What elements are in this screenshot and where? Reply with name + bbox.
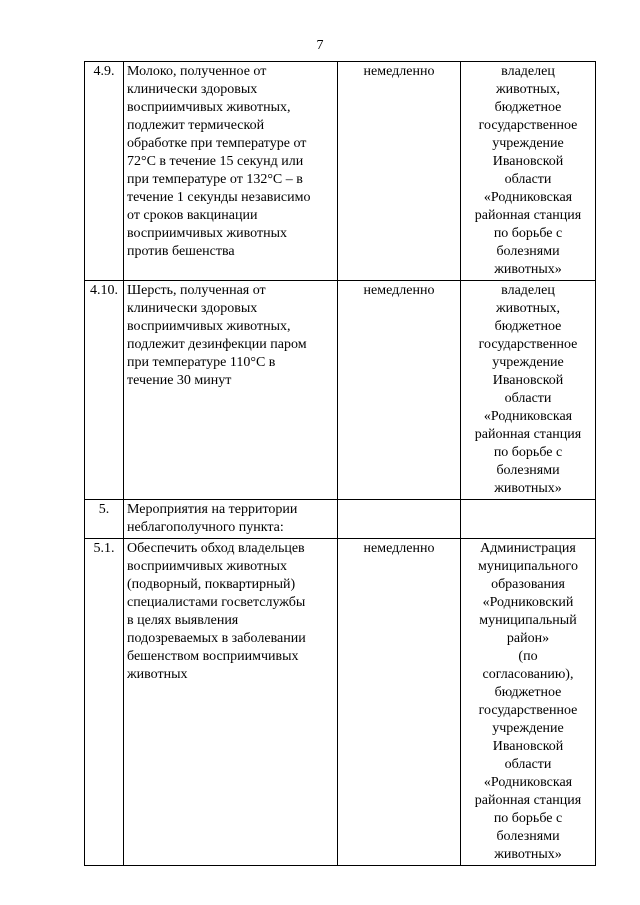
text-line: (подворный, поквартирный) [127, 577, 296, 592]
text-line: Ивановской [492, 373, 564, 388]
text-line: восприимчивых животных, [127, 319, 291, 334]
text-line: восприимчивых животных [127, 226, 287, 241]
text-line: государственное [478, 337, 578, 352]
table-row [85, 62, 596, 281]
text-line: специалистами госветслужбы [127, 595, 306, 610]
item-number: 4.10. [85, 281, 124, 500]
text-line: подлежит термической [127, 118, 265, 133]
text-line: области [504, 391, 552, 406]
text-line: восприимчивых животных, [127, 100, 291, 115]
text-line: Обеспечить обход владельцев [127, 541, 305, 556]
text-line: неблагополучного пункта: [127, 520, 284, 535]
text-line: Шерсть, полученная от [127, 283, 266, 298]
text-line: при температуре 110°С в [127, 355, 276, 370]
responsible-cell [461, 500, 596, 539]
text-line: учреждение [492, 355, 564, 370]
table-row [85, 539, 596, 866]
text-line: учреждение [492, 136, 564, 151]
text-line: по борьбе с [493, 445, 563, 460]
measure-description [124, 500, 338, 539]
item-number: 5.1. [85, 539, 124, 866]
text-line: животных, [495, 82, 560, 97]
measure-description [124, 539, 338, 866]
text-line: район» [506, 631, 550, 646]
text-line: по борьбе с [493, 226, 563, 241]
text-line: животных [127, 667, 188, 682]
text-line: учреждение [492, 721, 564, 736]
text-line: области [504, 757, 552, 772]
text-line: бюджетное [494, 100, 562, 115]
page-number: 7 [316, 38, 324, 53]
item-number: 4.9. [85, 62, 124, 281]
deadline-cell: немедленно [338, 62, 461, 281]
text-line: болезнями [496, 829, 560, 844]
text-line: муниципальный [479, 613, 577, 628]
text-line: восприимчивых животных [127, 559, 287, 574]
text-line: клинически здоровых [127, 82, 258, 97]
text-line: обработке при температуре от [127, 136, 307, 151]
text-line: владелец [501, 283, 555, 298]
text-line: клинически здоровых [127, 301, 258, 316]
text-line: Ивановской [492, 154, 564, 169]
table-row [85, 500, 596, 539]
text-line: Мероприятия на территории [127, 502, 298, 517]
text-line: области [504, 172, 552, 187]
text-line: (по [518, 649, 538, 664]
measures-table [84, 61, 596, 866]
table-row [85, 281, 596, 500]
text-line: «Родниковская [483, 775, 573, 790]
responsible-cell [461, 281, 596, 500]
text-line: по борьбе с [493, 811, 563, 826]
text-line: «Родниковский [482, 595, 574, 610]
text-line: владелец [501, 64, 555, 79]
text-line: 72°С в течение 15 секунд или [127, 154, 304, 169]
text-line: районная станция [474, 427, 582, 442]
text-line: муниципального [478, 559, 578, 574]
text-line: «Родниковская [483, 409, 573, 424]
deadline-cell [338, 500, 461, 539]
text-line: течение 30 минут [127, 373, 232, 388]
deadline-cell: немедленно [338, 281, 461, 500]
text-line: бюджетное [494, 685, 562, 700]
text-line: от сроков вакцинации [127, 208, 258, 223]
measure-description [124, 62, 338, 281]
text-line: «Родниковская [483, 190, 573, 205]
text-line: против бешенства [127, 244, 235, 259]
text-line: районная станция [474, 208, 582, 223]
text-line: бюджетное [494, 319, 562, 334]
text-line: течение 1 секунды независимо [127, 190, 311, 205]
text-line: животных, [495, 301, 560, 316]
item-number: 5. [85, 500, 124, 539]
measure-description [124, 281, 338, 500]
text-line: болезнями [496, 463, 560, 478]
text-line: при температуре от 132°С – в [127, 172, 303, 187]
text-line: болезнями [496, 244, 560, 259]
responsible-cell [461, 539, 596, 866]
deadline-cell: немедленно [338, 539, 461, 866]
text-line: бешенством восприимчивых [127, 649, 299, 664]
responsible-cell [461, 62, 596, 281]
text-line: животных» [494, 481, 562, 496]
text-line: районная станция [474, 793, 582, 808]
text-line: животных» [494, 847, 562, 862]
text-line: в целях выявления [127, 613, 239, 628]
text-line: Администрация [480, 541, 576, 556]
text-line: государственное [478, 118, 578, 133]
text-line: образования [491, 577, 565, 592]
text-line: Ивановской [492, 739, 564, 754]
text-line: согласованию), [482, 667, 574, 682]
text-line: подозреваемых в заболевании [127, 631, 306, 646]
text-line: государственное [478, 703, 578, 718]
text-line: животных» [494, 262, 562, 277]
text-line: Молоко, полученное от [127, 64, 267, 79]
text-line: подлежит дезинфекции паром [127, 337, 307, 352]
